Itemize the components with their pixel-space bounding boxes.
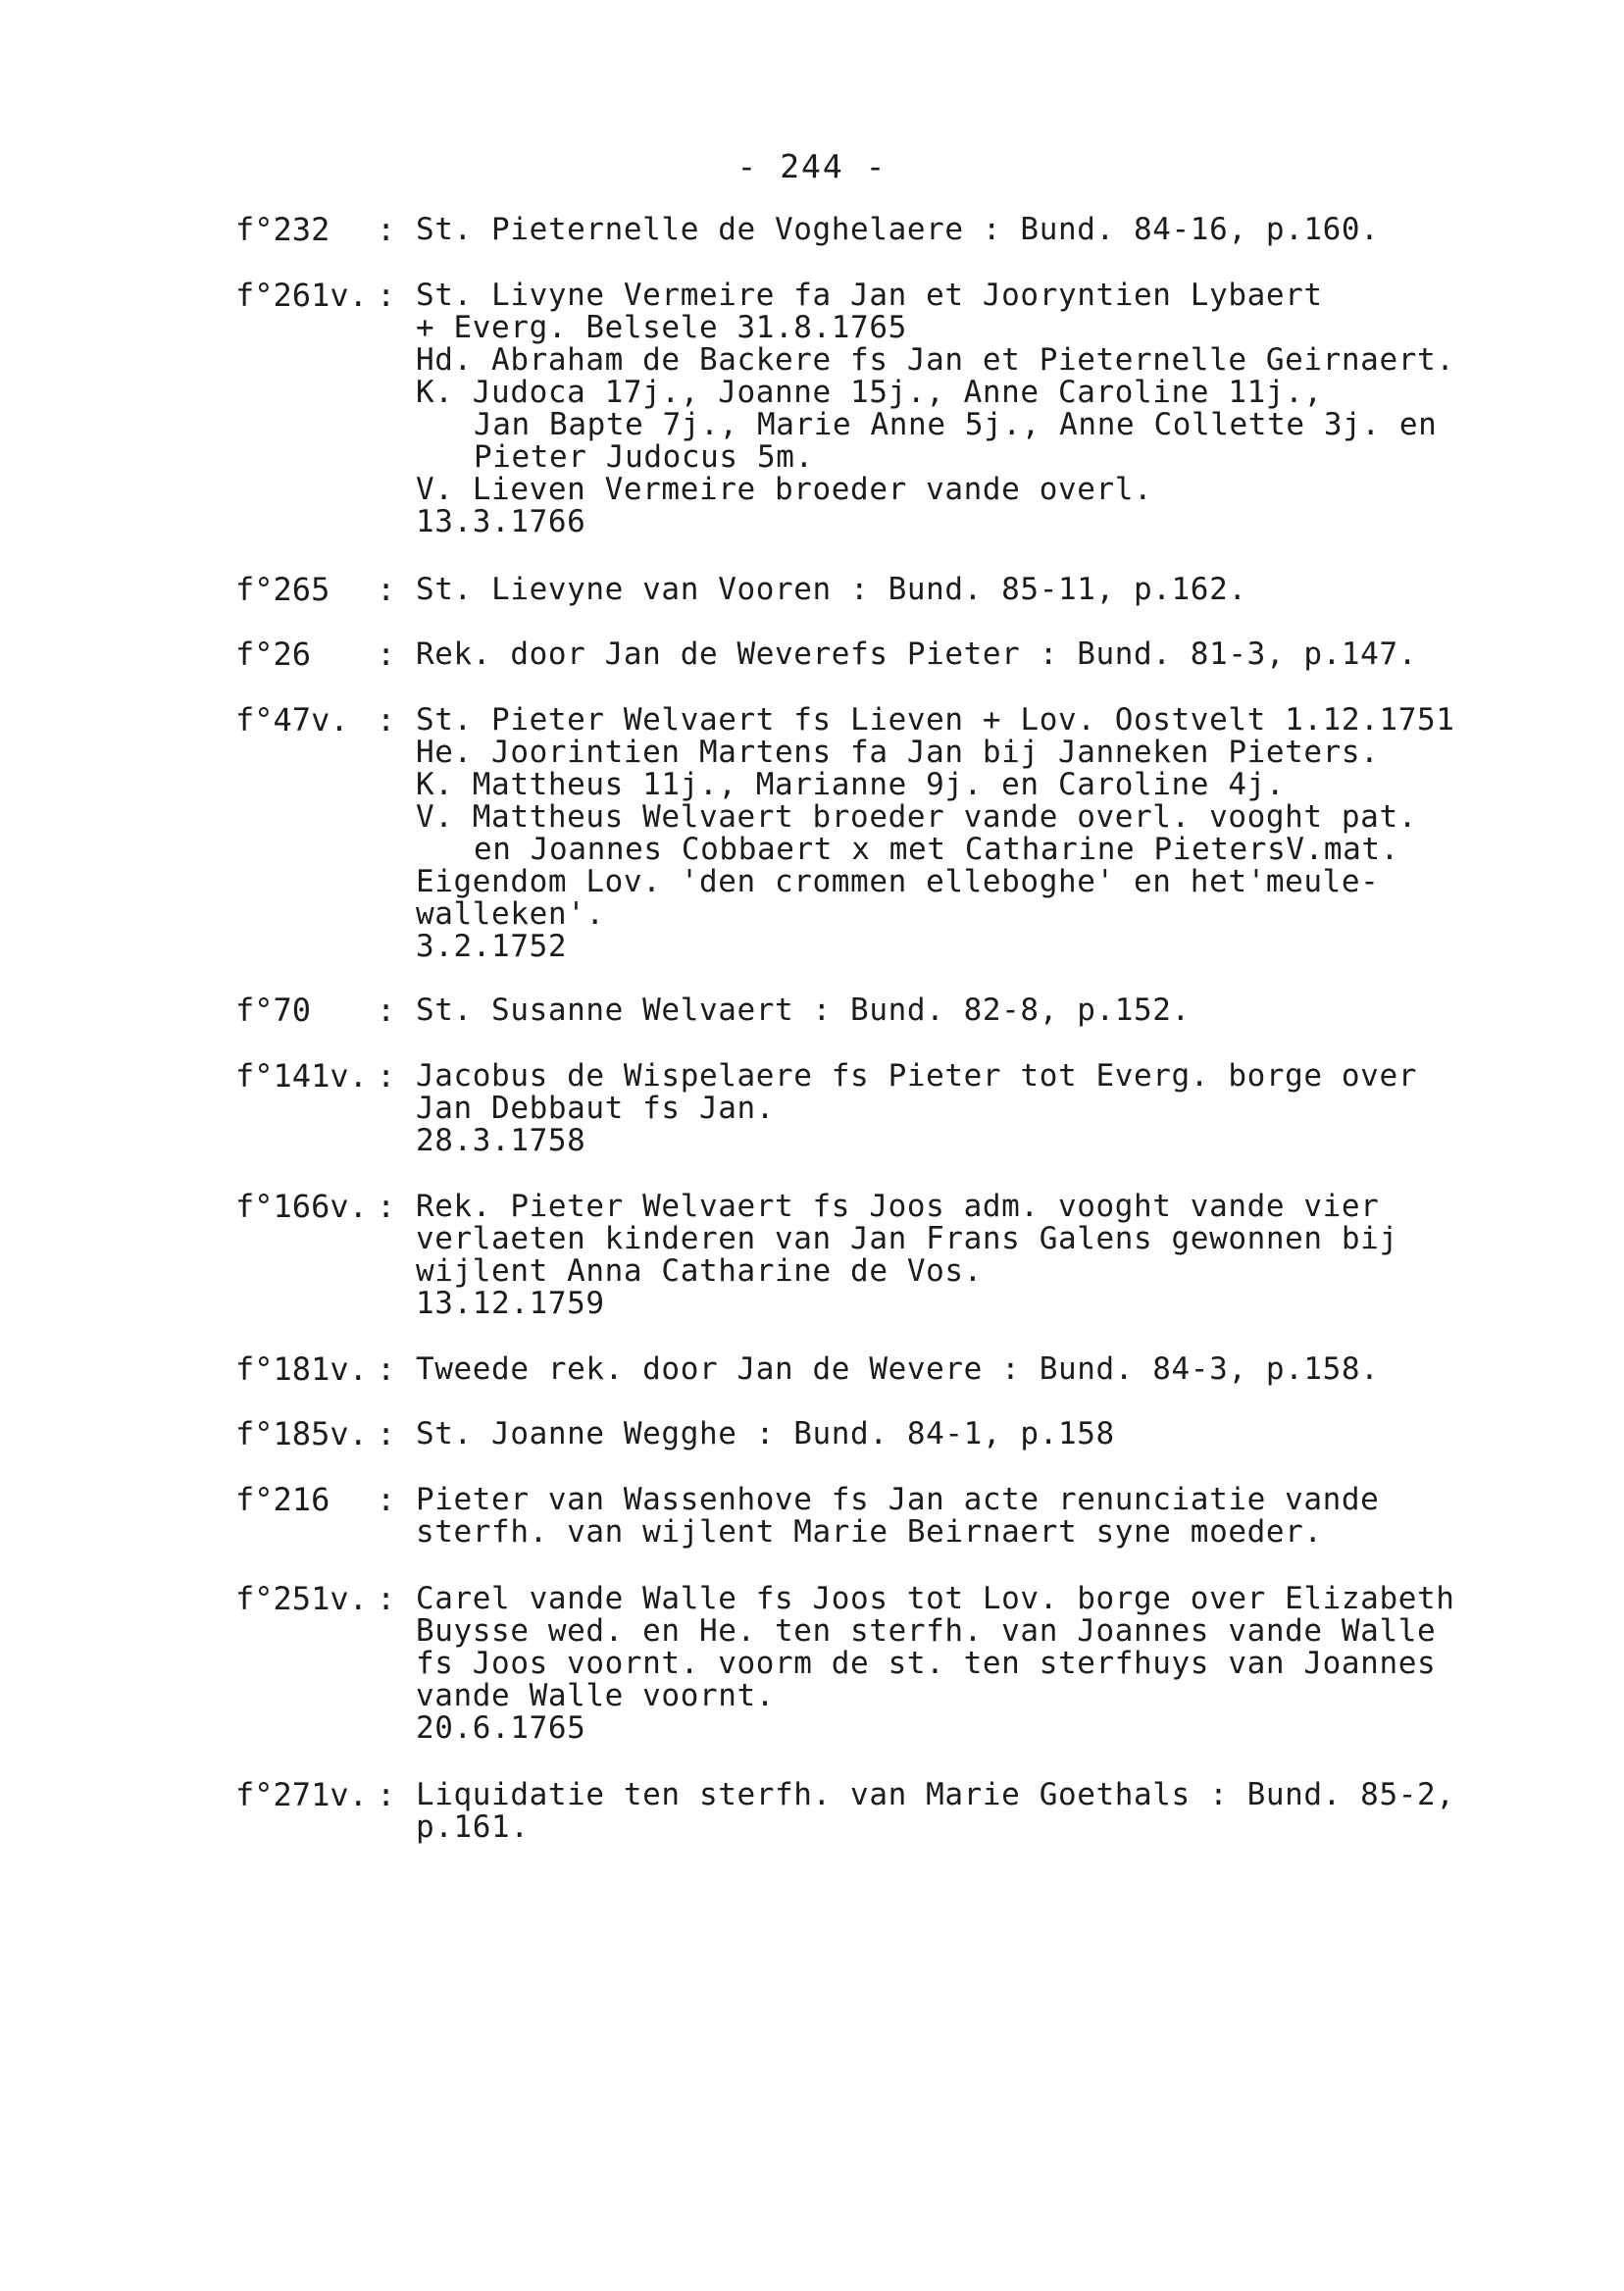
entry-line: St. Pieter Welvaert fs Lieven + Lov. Oostvelt 1.12.1751 (416, 702, 1455, 738)
entry-line: V. Lieven Vermeire broeder vande overl. (416, 472, 1153, 507)
folio-number: f°185v. (235, 1415, 368, 1452)
entry-line: St. Pieternelle de Voghelaere : Bund. 84-16, p.160. (416, 212, 1380, 247)
folio-separator: : (377, 1776, 396, 1813)
folio-separator: : (377, 277, 396, 314)
entry-line: Jacobus de Wispelaere fs Pieter tot Everg. borge over (416, 1058, 1417, 1094)
entry-line: Pieter Judocus 5m. (474, 439, 814, 475)
entry-line: Buysse wed. en He. ten sterfh. van Joannes vande Walle (416, 1613, 1437, 1649)
folio-number: f°70 (235, 992, 312, 1029)
entry-line: sterfh. van wijlent Marie Beirnaert syne moeder. (416, 1514, 1323, 1550)
folio-separator: : (377, 636, 396, 673)
entry-line: 13.12.1759 (416, 1286, 605, 1321)
folio-separator: : (377, 571, 396, 608)
folio-separator: : (377, 211, 396, 248)
folio-separator: : (377, 1580, 396, 1617)
entry-line: Liquidatie ten sterfh. van Marie Goethals : Bund. 85-2, (416, 1777, 1455, 1812)
entry-line: en Joannes Cobbaert x met Catharine PietersV.mat. (474, 832, 1399, 867)
folio-number: f°232 (235, 211, 330, 248)
folio-number: f°251v. (235, 1580, 368, 1617)
folio-number: f°181v. (235, 1350, 368, 1388)
folio-number: f°216 (235, 1481, 330, 1518)
entry-line: V. Mattheus Welvaert broeder vande overl. vooght pat. (416, 799, 1417, 835)
folio-separator: : (377, 701, 396, 738)
entry-line: 13.3.1766 (416, 504, 586, 539)
entry-line: Tweede rek. door Jan de Wevere : Bund. 84-3, p.158. (416, 1351, 1380, 1387)
entry-line: Rek. door Jan de Weverefs Pieter : Bund. 81-3, p.147. (416, 636, 1417, 672)
folio-separator: : (377, 992, 396, 1029)
folio-number: f°261v. (235, 277, 368, 314)
folio-separator: : (377, 1350, 396, 1388)
folio-number: f°166v. (235, 1188, 368, 1225)
entry-line: Jan Bapte 7j., Marie Anne 5j., Anne Collette 3j. en (474, 407, 1438, 442)
entry-line: Jan Debbaut fs Jan. (416, 1091, 776, 1126)
entry-line: Hd. Abraham de Backere fs Jan et Pieternelle Geirnaert. (416, 342, 1455, 378)
entry-line: verlaeten kinderen van Jan Frans Galens gewonnen bij (416, 1221, 1398, 1256)
entry-line: 20.6.1765 (416, 1710, 586, 1746)
folio-number: f°141v. (235, 1057, 368, 1095)
folio-number: f°265 (235, 571, 330, 608)
folio-separator: : (377, 1415, 396, 1452)
entry-line: 3.2.1752 (416, 929, 568, 964)
folio-number: f°271v. (235, 1776, 368, 1813)
page-number: - 244 - (736, 147, 888, 185)
entry-line: 28.3.1758 (416, 1123, 586, 1158)
entry-line: Pieter van Wassenhove fs Jan acte renunciatie vande (416, 1482, 1380, 1517)
entry-line: p.161. (416, 1809, 530, 1845)
folio-separator: : (377, 1188, 396, 1225)
entry-line: St. Lievyne van Vooren : Bund. 85-11, p.162. (416, 572, 1247, 607)
folio-separator: : (377, 1481, 396, 1518)
entry-line: St. Joanne Wegghe : Bund. 84-1, p.158 (416, 1416, 1115, 1451)
folio-separator: : (377, 1057, 396, 1095)
entry-line: Rek. Pieter Welvaert fs Joos adm. vooght vande vier (416, 1189, 1380, 1224)
entry-line: + Everg. Belsele 31.8.1765 (416, 310, 907, 345)
entry-line: K. Mattheus 11j., Marianne 9j. en Caroline 4j. (416, 767, 1286, 802)
entry-line: wijlent Anna Catharine de Vos. (416, 1253, 983, 1289)
entry-line: He. Joorintien Martens fa Jan bij Janneken Pieters. (416, 735, 1380, 770)
entry-line: fs Joos voornt. voorm de st. ten sterfhuys van Joannes (416, 1646, 1437, 1681)
entry-line: K. Judoca 17j., Joanne 15j., Anne Caroline 11j., (416, 375, 1323, 410)
entry-line: St. Livyne Vermeire fa Jan et Jooryntien Lybaert (416, 278, 1323, 313)
folio-number: f°26 (235, 636, 312, 673)
entry-line: St. Susanne Welvaert : Bund. 82-8, p.152. (416, 993, 1191, 1028)
entry-line: Eigendom Lov. 'den crommen elleboghe' en het'meule- (416, 864, 1380, 899)
entry-line: vande Walle voornt. (416, 1678, 776, 1713)
entry-line: Carel vande Walle fs Joos tot Lov. borge over Elizabeth (416, 1581, 1455, 1616)
folio-number: f°47v. (235, 701, 349, 738)
entry-line: walleken'. (416, 896, 605, 932)
